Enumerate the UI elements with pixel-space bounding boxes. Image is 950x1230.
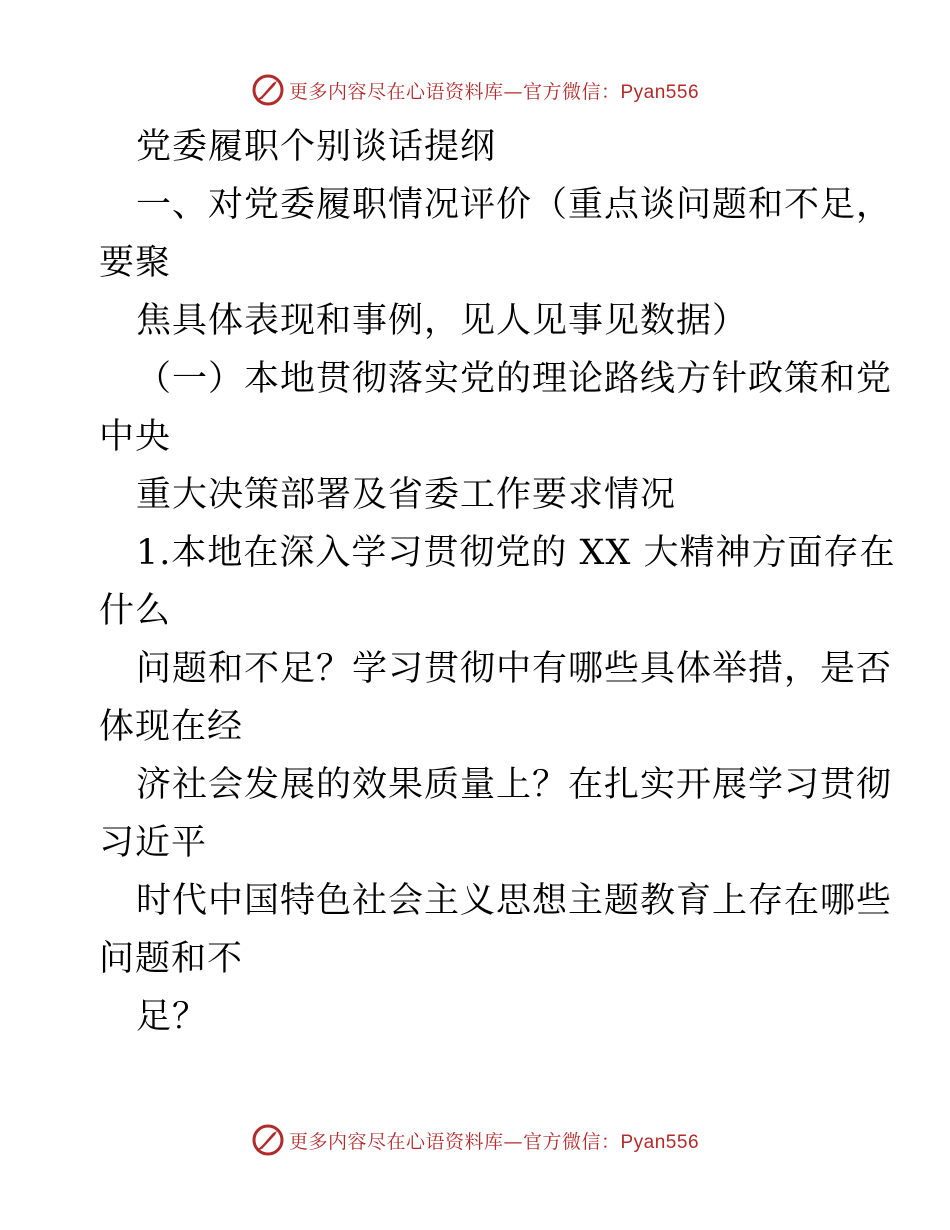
watermark-text: 更多内容尽在心语资料库—官方微信：Pyan556	[288, 80, 700, 103]
text-line: 习近平	[99, 823, 208, 863]
wechat-id: Pyan556	[620, 81, 700, 103]
text-line: 重大决策部署及省委工作要求情况	[136, 475, 677, 515]
text-line: 问题和不足？学习贯彻中有哪些具体举措，是否	[136, 649, 893, 689]
text-line: 要聚	[99, 243, 172, 283]
header-watermark	[0, 70, 950, 110]
quill-pen-icon	[251, 73, 285, 107]
text-line: 党委履职个别谈话提纲	[136, 127, 497, 167]
text-line: 问题和不	[99, 939, 244, 979]
text-line: 济社会发展的效果质量上？在扎实开展学习贯彻	[136, 765, 893, 805]
wechat-id: Pyan556	[620, 1131, 700, 1153]
quill-pen-icon	[251, 1123, 285, 1157]
text-line: 足？	[136, 997, 209, 1037]
text-line: 焦具体表现和事例，见人见事见数据）	[136, 301, 749, 341]
text-line: 1.本地在深入学习贯彻党的 XX 大精神方面存在	[136, 533, 896, 573]
text-line: 什么	[99, 591, 172, 631]
text-line: 中央	[99, 417, 172, 457]
footer-watermark	[0, 1120, 950, 1160]
text-line: 体现在经	[99, 707, 244, 747]
document-body	[99, 118, 896, 1046]
text-line: 一、对党委履职情况评价（重点谈问题和不足，	[136, 185, 893, 225]
watermark-text: 更多内容尽在心语资料库—官方微信：Pyan556	[288, 1130, 700, 1153]
text-line: 时代中国特色社会主义思想主题教育上存在哪些	[136, 881, 893, 921]
text-line: （一）本地贯彻落实党的理论路线方针政策和党	[136, 359, 893, 399]
